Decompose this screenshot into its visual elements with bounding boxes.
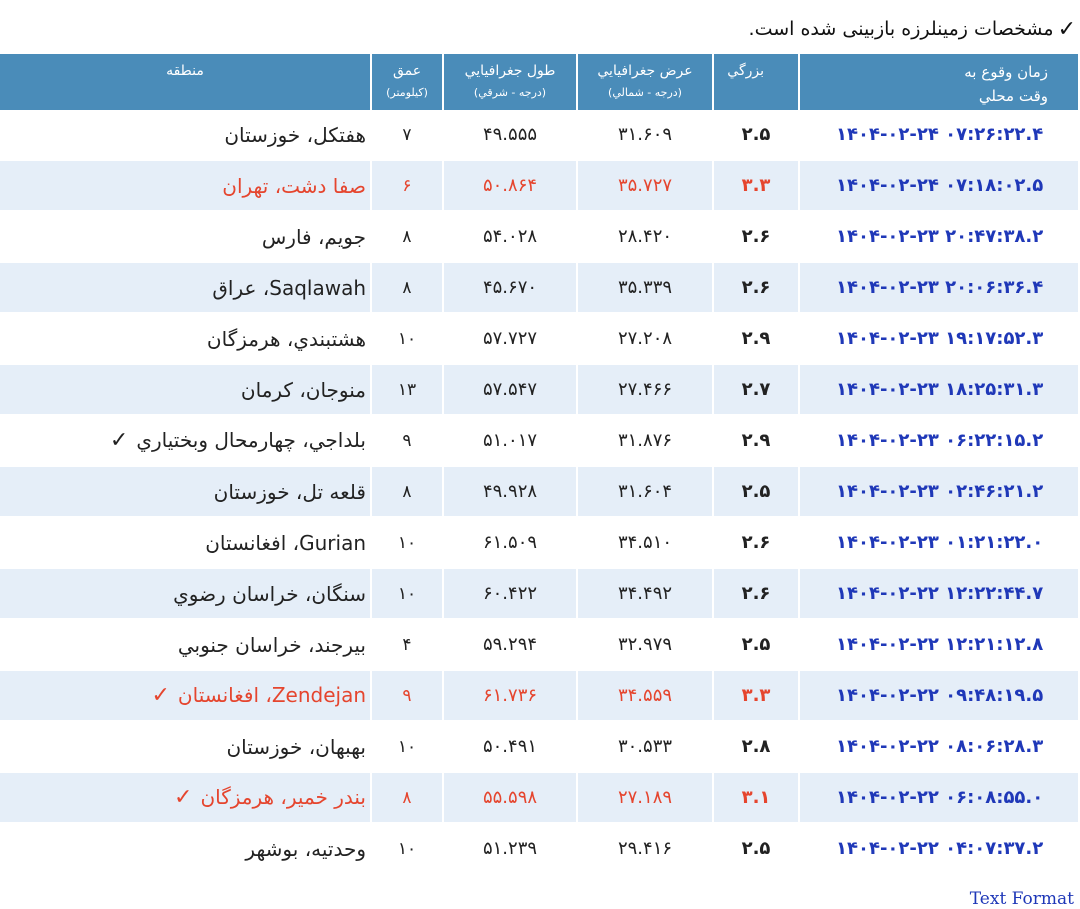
table-row[interactable] [0, 365, 1078, 416]
cell-region [0, 773, 370, 824]
check-icon: ✓ [1057, 16, 1076, 42]
table-row[interactable] [0, 773, 1078, 824]
cell-longitude: ۴۹.۵۵۵ [442, 110, 576, 161]
cell-longitude: ۶۱.۵۰۹ [442, 518, 576, 569]
cell-time: ۱۴۰۴-۰۲-۲۳ ۲۰:۰۶:۳۶.۴ [798, 263, 1078, 314]
table-row[interactable] [0, 671, 1078, 722]
cell-depth: ۴ [370, 620, 442, 671]
cell-latitude: ۲۷.۱۸۹ [576, 773, 712, 824]
cell-depth: ۸ [370, 263, 442, 314]
table-row[interactable] [0, 620, 1078, 671]
region-label: سنگان، خراسان رضوي [173, 581, 366, 606]
cell-longitude: ۵۴.۰۲۸ [442, 212, 576, 263]
region-label: منوجان، كرمان [240, 377, 366, 402]
table-row[interactable] [0, 212, 1078, 263]
cell-latitude: ۳۲.۹۷۹ [576, 620, 712, 671]
header-longitude[interactable]: طول جغرافيايي (درجه - شرقي) [442, 54, 576, 110]
cell-region [0, 722, 370, 773]
table-row[interactable] [0, 161, 1078, 212]
verified-note [749, 14, 1076, 44]
region-label: قلعه تل، خوزستان [213, 479, 366, 504]
cell-region [0, 110, 370, 161]
cell-depth: ۸ [370, 212, 442, 263]
cell-depth: ۸ [370, 773, 442, 824]
cell-region [0, 518, 370, 569]
cell-longitude: ۶۱.۷۳۶ [442, 671, 576, 722]
cell-region [0, 671, 370, 722]
table-row[interactable] [0, 824, 1078, 875]
region-label: Gurian، افغانستان [205, 530, 366, 555]
region-label: بلداجي، چهارمحال وبختياري [136, 428, 366, 452]
cell-depth: ۱۰ [370, 569, 442, 620]
cell-latitude: ۳۱.۸۷۶ [576, 416, 712, 467]
cell-depth: ۱۰ [370, 824, 442, 875]
cell-time: ۱۴۰۴-۰۲-۲۳ ۰۱:۲۱:۲۲.۰ [798, 518, 1078, 569]
cell-time: ۱۴۰۴-۰۲-۲۲ ۱۲:۲۲:۴۴.۷ [798, 569, 1078, 620]
region-label: بندر خمير، هرمزگان [200, 785, 366, 809]
header-latitude[interactable]: عرض جغرافيايي (درجه - شمالي) [576, 54, 712, 110]
table-row[interactable] [0, 569, 1078, 620]
check-icon: ✓ [109, 428, 129, 453]
cell-time: ۱۴۰۴-۰۲-۲۲ ۰۸:۰۶:۲۸.۳ [798, 722, 1078, 773]
cell-longitude: ۵۹.۲۹۴ [442, 620, 576, 671]
table-header-row [0, 54, 1078, 110]
cell-longitude: ۵۷.۵۴۷ [442, 365, 576, 416]
cell-time: ۱۴۰۴-۰۲-۲۳ ۰۲:۴۶:۲۱.۲ [798, 467, 1078, 518]
header-time[interactable]: زمان وقوع به وقت محلي [798, 54, 1078, 110]
cell-region [0, 365, 370, 416]
cell-latitude: ۲۸.۴۲۰ [576, 212, 712, 263]
table-row[interactable] [0, 518, 1078, 569]
region-label: جويم، فارس [261, 224, 366, 249]
region-label: هفتكل، خوزستان [224, 122, 366, 147]
cell-magnitude: ۳.۳ [712, 671, 798, 722]
cell-latitude: ۳۴.۵۱۰ [576, 518, 712, 569]
table-row[interactable] [0, 314, 1078, 365]
cell-region [0, 620, 370, 671]
cell-time: ۱۴۰۴-۰۲-۲۳ ۲۰:۴۷:۳۸.۲ [798, 212, 1078, 263]
cell-latitude: ۳۵.۷۲۷ [576, 161, 712, 212]
cell-magnitude: ۲.۹ [712, 314, 798, 365]
header-region[interactable]: منطقه [0, 54, 370, 110]
cell-magnitude: ۲.۵ [712, 467, 798, 518]
verified-note-text: مشخصات زمینلرزه بازبینی شده است. [748, 18, 1054, 40]
cell-longitude: ۴۵.۶۷۰ [442, 263, 576, 314]
cell-latitude: ۲۹.۴۱۶ [576, 824, 712, 875]
table-row[interactable] [0, 416, 1078, 467]
cell-magnitude: ۲.۶ [712, 518, 798, 569]
cell-latitude: ۲۷.۲۰۸ [576, 314, 712, 365]
table-row[interactable] [0, 467, 1078, 518]
cell-region [0, 416, 370, 467]
cell-magnitude: ۲.۶ [712, 569, 798, 620]
cell-depth: ۱۰ [370, 314, 442, 365]
cell-depth: ۱۰ [370, 518, 442, 569]
region-label: وحدتيه، بوشهر [245, 836, 366, 861]
cell-time: ۱۴۰۴-۰۲-۲۳ ۱۸:۲۵:۳۱.۳ [798, 365, 1078, 416]
cell-latitude: ۳۱.۶۰۹ [576, 110, 712, 161]
region-label: هشتبندي، هرمزگان [206, 326, 366, 351]
cell-longitude: ۵۱.۰۱۷ [442, 416, 576, 467]
cell-magnitude: ۲.۶ [712, 263, 798, 314]
table-row[interactable] [0, 263, 1078, 314]
cell-latitude: ۳۴.۵۵۹ [576, 671, 712, 722]
region-label: Saqlawah، عراق [212, 275, 366, 300]
cell-magnitude: ۲.۵ [712, 620, 798, 671]
cell-time: ۱۴۰۴-۰۲-۲۲ ۰۹:۴۸:۱۹.۵ [798, 671, 1078, 722]
cell-depth: ۸ [370, 467, 442, 518]
cell-depth: ۱۳ [370, 365, 442, 416]
cell-time: ۱۴۰۴-۰۲-۲۴ ۰۷:۱۸:۰۲.۵ [798, 161, 1078, 212]
cell-region [0, 161, 370, 212]
check-icon: ✓ [174, 785, 193, 810]
cell-magnitude: ۳.۳ [712, 161, 798, 212]
cell-latitude: ۳۴.۴۹۲ [576, 569, 712, 620]
cell-depth: ۷ [370, 110, 442, 161]
cell-magnitude: ۲.۸ [712, 722, 798, 773]
check-icon: ✓ [151, 683, 170, 708]
cell-longitude: ۵۰.۸۶۴ [442, 161, 576, 212]
cell-depth: ۹ [370, 416, 442, 467]
cell-longitude: ۴۹.۹۲۸ [442, 467, 576, 518]
cell-longitude: ۵۵.۵۹۸ [442, 773, 576, 824]
cell-latitude: ۳۰.۵۳۳ [576, 722, 712, 773]
header-magnitude[interactable]: بزرگي [712, 54, 798, 110]
cell-magnitude: ۲.۷ [712, 365, 798, 416]
cell-region [0, 569, 370, 620]
cell-time: ۱۴۰۴-۰۲-۲۲ ۰۶:۰۸:۵۵.۰ [798, 773, 1078, 824]
table-row[interactable] [0, 722, 1078, 773]
cell-region [0, 314, 370, 365]
region-label: بهبهان، خوزستان [226, 734, 366, 759]
region-label: بيرجند، خراسان جنوبي [177, 632, 366, 657]
cell-magnitude: ۲.۶ [712, 212, 798, 263]
cell-magnitude: ۳.۱ [712, 773, 798, 824]
cell-time: ۱۴۰۴-۰۲-۲۲ ۱۲:۲۱:۱۲.۸ [798, 620, 1078, 671]
region-label: Zendejan، افغانستان [177, 683, 366, 707]
cell-time: ۱۴۰۴-۰۲-۲۲ ۰۴:۰۷:۳۷.۲ [798, 824, 1078, 875]
cell-latitude: ۲۷.۴۶۶ [576, 365, 712, 416]
cell-longitude: ۵۱.۲۳۹ [442, 824, 576, 875]
table-row[interactable] [0, 110, 1078, 161]
cell-depth: ۱۰ [370, 722, 442, 773]
cell-time: ۱۴۰۴-۰۲-۲۳ ۱۹:۱۷:۵۲.۳ [798, 314, 1078, 365]
cell-depth: ۹ [370, 671, 442, 722]
cell-latitude: ۳۱.۶۰۴ [576, 467, 712, 518]
cell-longitude: ۵۰.۴۹۱ [442, 722, 576, 773]
cell-time: ۱۴۰۴-۰۲-۲۴ ۰۷:۲۶:۲۲.۴ [798, 110, 1078, 161]
cell-longitude: ۵۷.۷۲۷ [442, 314, 576, 365]
earthquake-table [0, 54, 1078, 875]
cell-magnitude: ۲.۵ [712, 824, 798, 875]
cell-magnitude: ۲.۵ [712, 110, 798, 161]
cell-magnitude: ۲.۹ [712, 416, 798, 467]
cell-latitude: ۳۵.۳۳۹ [576, 263, 712, 314]
cell-depth: ۶ [370, 161, 442, 212]
text-format-link[interactable]: Text Format [969, 889, 1074, 909]
cell-region [0, 263, 370, 314]
cell-region [0, 467, 370, 518]
cell-time: ۱۴۰۴-۰۲-۲۳ ۰۶:۲۲:۱۵.۲ [798, 416, 1078, 467]
cell-region [0, 824, 370, 875]
region-label: صفا دشت، تهران [222, 173, 366, 198]
cell-region [0, 212, 370, 263]
cell-longitude: ۶۰.۴۲۲ [442, 569, 576, 620]
header-depth[interactable]: عمق (کيلومتر) [370, 54, 442, 110]
